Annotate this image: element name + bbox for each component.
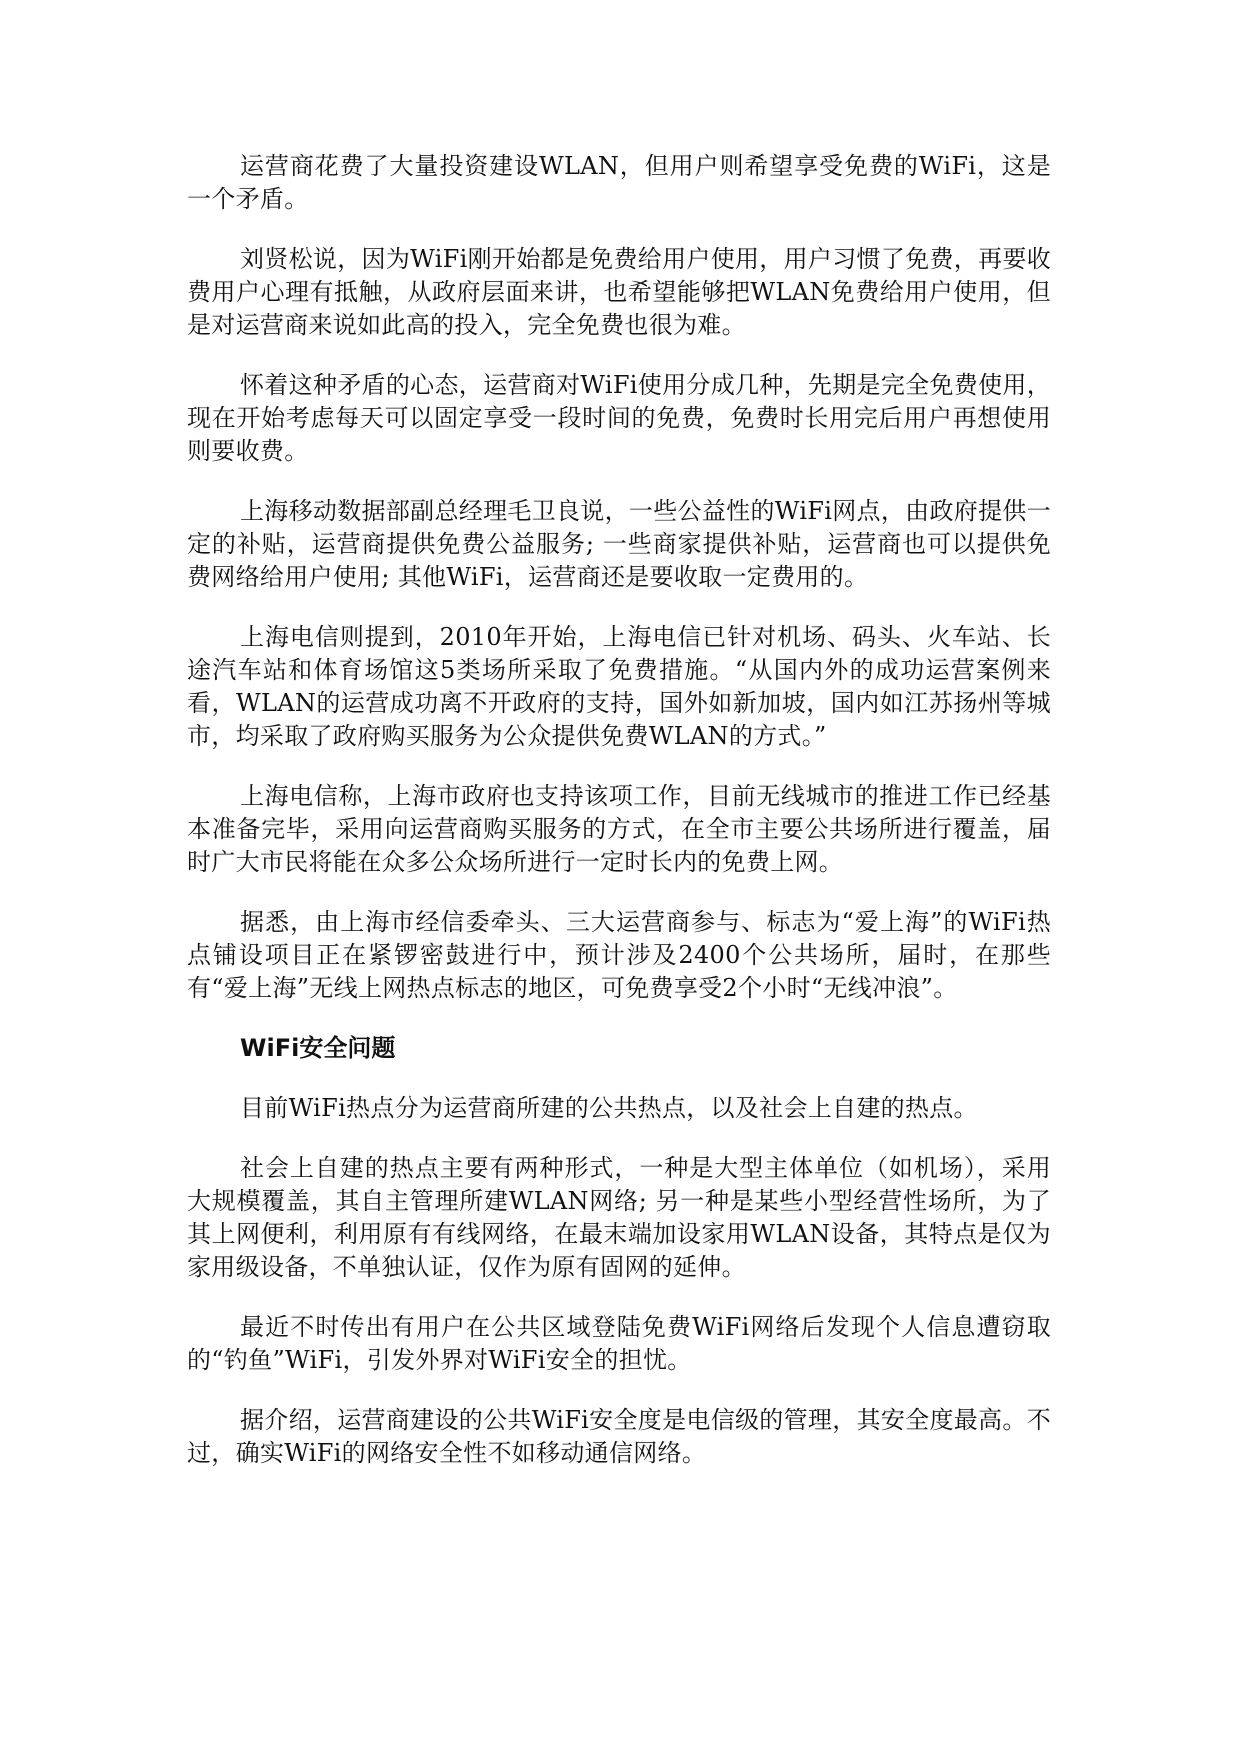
- paragraph: 最近不时传出有用户在公共区域登陆免费WiFi网络后发现个人信息遭窃取的“钓鱼”WiFi，引发外界对WiFi安全的担忧。: [187, 1313, 1051, 1374]
- paragraph: 目前WiFi热点分为运营商所建的公共热点，以及社会上自建的热点。: [240, 1094, 978, 1122]
- paragraph: 社会上自建的热点主要有两种形式，一种是大型主体单位（如机场），采用大规模覆盖，其自主管理所建WLAN网络; 另一种是某些小型经营性场所，为了其上网便利，利用原有有线网络，在最末端加设家用WLAN设备，其特点是仅为家用级设备，不单独认证，仅作为原有固网的延伸。: [187, 1154, 1051, 1281]
- paragraph: 怀着这种矛盾的心态，运营商对WiFi使用分成几种，先期是完全免费使用，现在开始考虑每天可以固定享受一段时间的免费，免费时长用完后用户再想使用则要收费。: [187, 371, 1051, 465]
- paragraph: 刘贤松说，因为WiFi刚开始都是免费给用户使用，用户习惯了免费，再要收费用户心理有抵触，从政府层面来讲，也希望能够把WLAN免费给用户使用，但是对运营商来说如此高的投入，完全免费也很为难。: [187, 245, 1051, 339]
- article-body: [187, 150, 1051, 1497]
- paragraph: 上海电信则提到，2010年开始，上海电信已针对机场、码头、火车站、长途汽车站和体育场馆这5类场所采取了免费措施。“从国内外的成功运营案例来看，WLAN的运营成功离不开政府的支持，国外如新加坡，国内如江苏扬州等城市，均采取了政府购买服务为公众提供免费WLAN的方式。”: [187, 623, 1051, 750]
- paragraph: 运营商花费了大量投资建设WLAN，但用户则希望享受免费的WiFi，这是一个矛盾。: [187, 152, 1051, 213]
- section-heading: WiFi安全问题: [240, 1034, 396, 1062]
- paragraph: 上海移动数据部副总经理毛卫良说，一些公益性的WiFi网点，由政府提供一定的补贴，运营商提供免费公益服务; 一些商家提供补贴，运营商也可以提供免费网络给用户使用; 其他WiFi，运营商还是要收取一定费用的。: [187, 497, 1051, 591]
- paragraph: 上海电信称，上海市政府也支持该项工作，目前无线城市的推进工作已经基本准备完毕，采用向运营商购买服务的方式，在全市主要公共场所进行覆盖，届时广大市民将能在众多公众场所进行一定时长内的免费上网。: [187, 782, 1051, 876]
- paragraph: 据介绍，运营商建设的公共WiFi安全度是电信级的管理，其安全度最高。不过，确实WiFi的网络安全性不如移动通信网络。: [187, 1406, 1051, 1467]
- paragraph: 据悉，由上海市经信委牵头、三大运营商参与、标志为“爱上海”的WiFi热点铺设项目正在紧锣密鼓进行中，预计涉及2400个公共场所，届时，在那些有“爱上海”无线上网热点标志的地区，可免费享受2个小时“无线冲浪”。: [187, 908, 1051, 1002]
